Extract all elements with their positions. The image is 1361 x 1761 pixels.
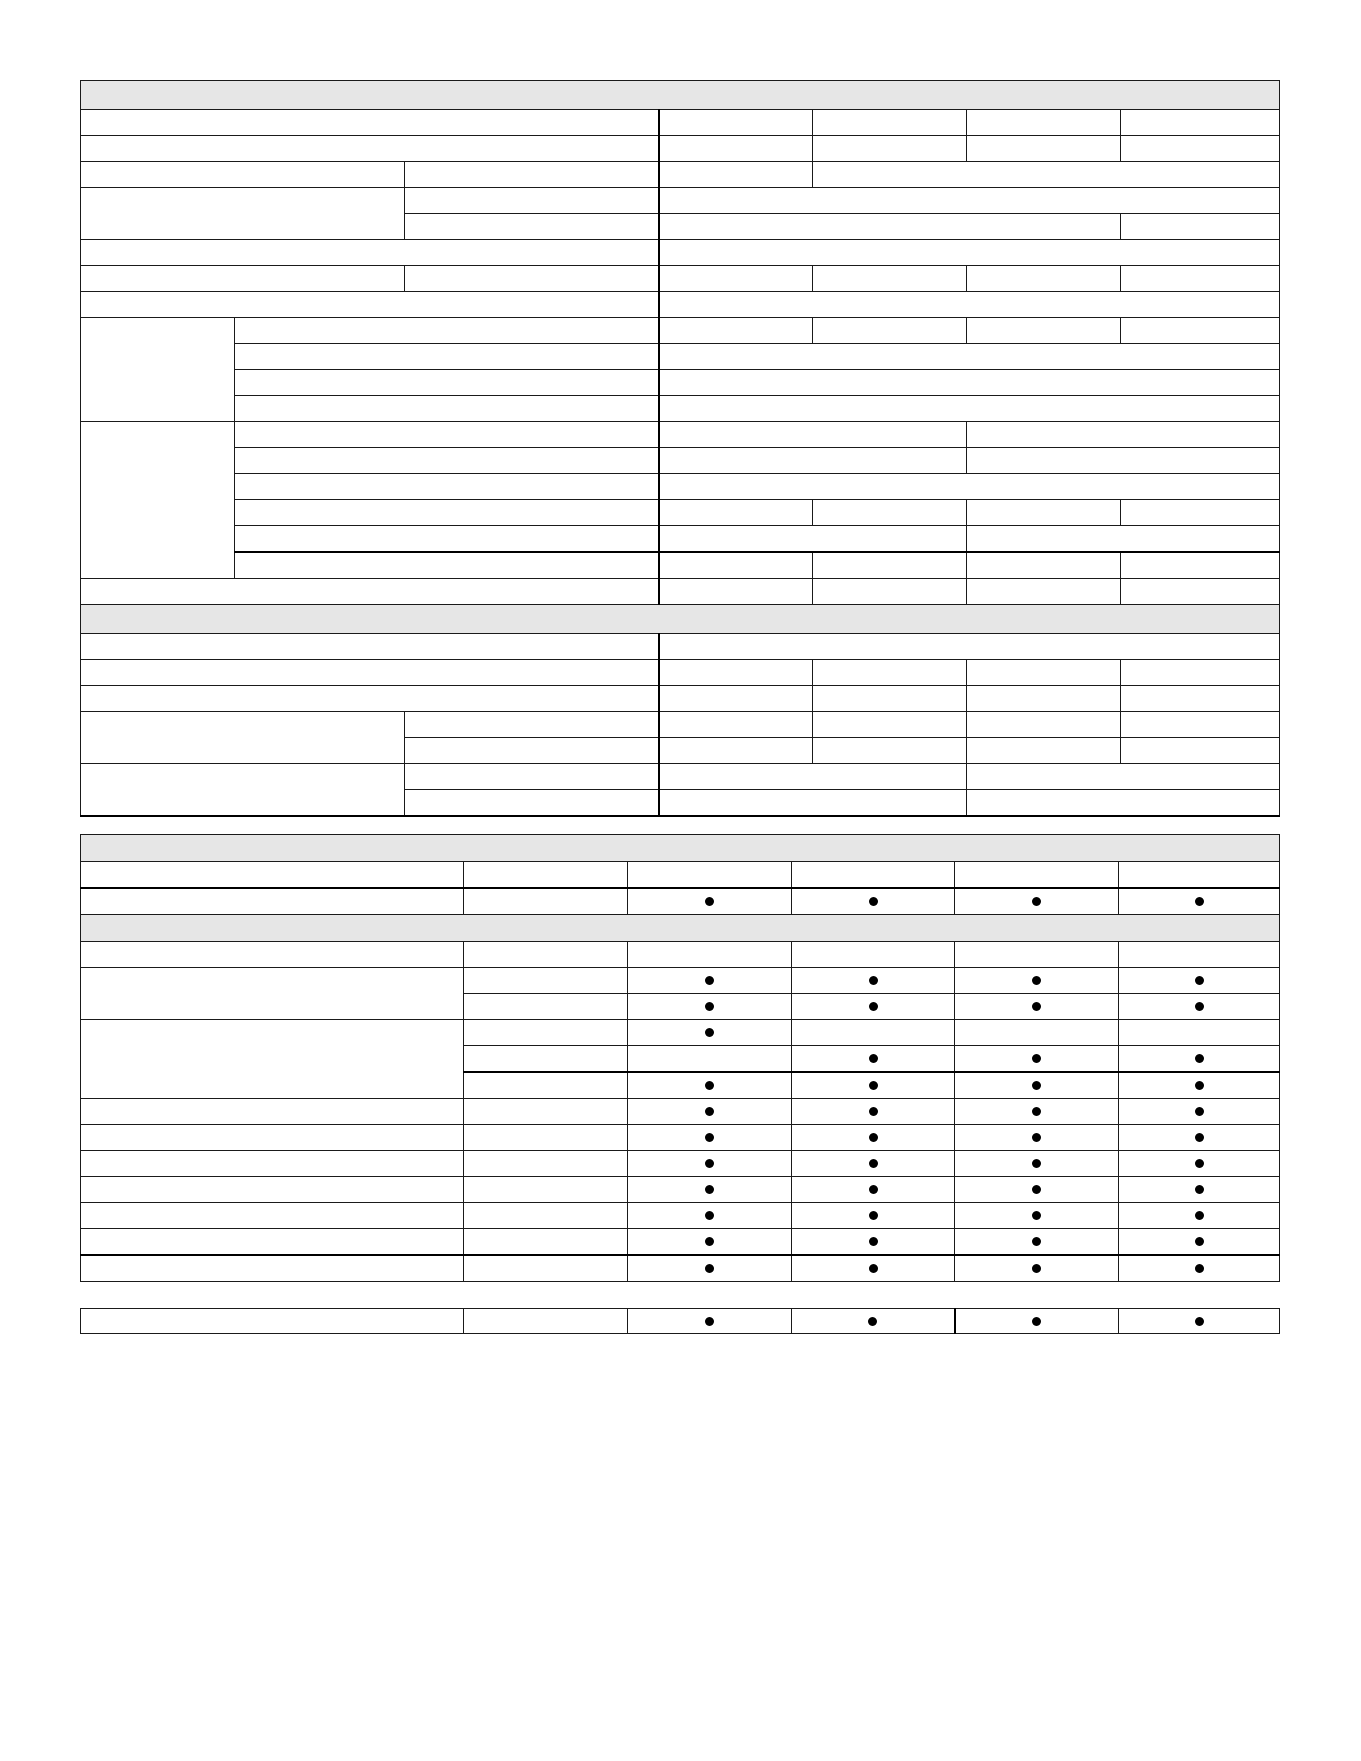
marker-cell [464, 942, 628, 968]
table-row [81, 1020, 1280, 1046]
bullet-dot-icon [869, 1081, 878, 1090]
table-row [81, 1151, 1280, 1177]
marker-cell-filled [628, 1229, 792, 1256]
marker-cell-filled [792, 968, 955, 994]
marker-cell-filled [792, 1125, 955, 1151]
bullet-dot-icon [1195, 1264, 1204, 1273]
marker-cell [464, 1151, 628, 1177]
marker-cell-filled [955, 888, 1119, 915]
marker-cell-filled [628, 1125, 792, 1151]
marker-cell-filled [792, 1072, 955, 1099]
marker-cell [792, 1020, 955, 1046]
marker-cell-filled [628, 1177, 792, 1203]
table-row [81, 474, 1280, 500]
marker-cell-filled [955, 1229, 1119, 1256]
marker-cell-filled [792, 888, 955, 915]
table-row [81, 240, 1280, 266]
marker-cell-filled [628, 968, 792, 994]
table-row [81, 344, 1280, 370]
bullet-dot-icon [1195, 1317, 1204, 1326]
bullet-dot-icon [869, 1107, 878, 1116]
bullet-dot-icon [1032, 1081, 1041, 1090]
table-row [81, 1125, 1280, 1151]
bullet-dot-icon [705, 1028, 714, 1037]
marker-cell-filled [1119, 1309, 1280, 1334]
table-row [81, 1203, 1280, 1229]
bullet-dot-icon [1195, 1159, 1204, 1168]
marker-cell [464, 1177, 628, 1203]
table-row [81, 888, 1280, 915]
marker-cell-filled [792, 1229, 955, 1256]
marker-cell-filled [628, 994, 792, 1020]
marker-cell-filled [955, 1046, 1119, 1073]
table-row [81, 318, 1280, 344]
table-row [81, 292, 1280, 318]
marker-cell [1119, 1020, 1280, 1046]
marker-cell [955, 1020, 1119, 1046]
bullet-dot-icon [705, 1264, 714, 1273]
marker-cell-filled [1119, 1177, 1280, 1203]
marker-cell [464, 1125, 628, 1151]
table-row [81, 500, 1280, 526]
table-row [81, 579, 1280, 605]
marker-cell-filled [1119, 888, 1280, 915]
marker-cell-filled [792, 1099, 955, 1125]
bullet-dot-icon [705, 1002, 714, 1011]
marker-cell-filled [1119, 968, 1280, 994]
bullet-dot-icon [869, 1211, 878, 1220]
table-row [81, 686, 1280, 712]
section-header-row [81, 835, 1280, 862]
marker-cell-filled [955, 994, 1119, 1020]
bullet-dot-icon [1032, 1264, 1041, 1273]
marker-cell [464, 968, 628, 994]
bullet-dot-icon [1195, 1107, 1204, 1116]
bullet-dot-icon [705, 1317, 714, 1326]
bullet-dot-icon [869, 1133, 878, 1142]
bullet-dot-icon [1032, 1185, 1041, 1194]
bullet-dot-icon [869, 1185, 878, 1194]
bullet-dot-icon [1195, 897, 1204, 906]
table-row [81, 110, 1280, 136]
marker-cell-filled [628, 1255, 792, 1282]
table-row [81, 448, 1280, 474]
section-header [81, 835, 1280, 862]
bullet-dot-icon [1195, 1054, 1204, 1063]
bullet-dot-icon [705, 1211, 714, 1220]
marker-cell [464, 1072, 628, 1099]
bullet-dot-icon [1195, 1081, 1204, 1090]
marker-cell-filled [955, 1125, 1119, 1151]
marker-cell [628, 942, 792, 968]
table-row [81, 968, 1280, 994]
section-header-row [81, 81, 1280, 110]
bullet-dot-icon [1032, 976, 1041, 985]
marker-cell-filled [955, 1309, 1119, 1334]
table-row [81, 712, 1280, 738]
bullet-dot-icon [1032, 1107, 1041, 1116]
marker-cell-filled [1119, 1099, 1280, 1125]
feature-table [80, 834, 1280, 1282]
marker-cell-filled [792, 1151, 955, 1177]
marker-cell [628, 1046, 792, 1073]
table-row [81, 1255, 1280, 1282]
bullet-dot-icon [705, 1185, 714, 1194]
table-row [81, 422, 1280, 448]
marker-cell-filled [955, 1099, 1119, 1125]
marker-cell-filled [955, 1072, 1119, 1099]
marker-cell [464, 1046, 628, 1073]
table-row [81, 1309, 1280, 1334]
bullet-dot-icon [1195, 1237, 1204, 1246]
table-row [81, 862, 1280, 889]
bullet-dot-icon [1032, 1237, 1041, 1246]
bullet-dot-icon [869, 976, 878, 985]
section-header-row [81, 915, 1280, 942]
table-row [81, 942, 1280, 968]
bullet-dot-icon [1195, 1002, 1204, 1011]
table-row [81, 266, 1280, 292]
marker-cell-filled [628, 888, 792, 915]
bullet-dot-icon [1032, 1317, 1041, 1326]
table-row [81, 1177, 1280, 1203]
section-header [81, 605, 1280, 634]
marker-cell-filled [792, 1046, 955, 1073]
table-row [81, 634, 1280, 660]
bullet-dot-icon [869, 1264, 878, 1273]
marker-cell-filled [628, 1309, 792, 1334]
table-row [81, 370, 1280, 396]
bullet-dot-icon [869, 1002, 878, 1011]
bullet-dot-icon [705, 976, 714, 985]
bullet-dot-icon [705, 1081, 714, 1090]
marker-cell-filled [792, 1309, 955, 1334]
marker-cell [464, 1020, 628, 1046]
marker-cell-filled [955, 1151, 1119, 1177]
table-row [81, 396, 1280, 422]
section-header [81, 81, 1280, 110]
marker-cell-filled [792, 1203, 955, 1229]
marker-cell-filled [955, 1177, 1119, 1203]
marker-cell-filled [792, 994, 955, 1020]
section-header-row [81, 605, 1280, 634]
bullet-dot-icon [869, 1237, 878, 1246]
table-row [81, 188, 1280, 214]
marker-cell-filled [628, 1203, 792, 1229]
marker-cell-filled [1119, 1046, 1280, 1073]
bullet-dot-icon [705, 1237, 714, 1246]
marker-cell [464, 1099, 628, 1125]
marker-cell-filled [792, 1177, 955, 1203]
marker-cell [464, 1229, 628, 1256]
bullet-dot-icon [1195, 1133, 1204, 1142]
bullet-dot-icon [1032, 1159, 1041, 1168]
marker-cell [464, 1255, 628, 1282]
marker-cell-filled [955, 1255, 1119, 1282]
table-row [81, 660, 1280, 686]
marker-cell-filled [1119, 1151, 1280, 1177]
marker-cell-filled [1119, 1229, 1280, 1256]
marker-cell-filled [628, 1020, 792, 1046]
marker-cell [464, 888, 628, 915]
marker-cell-filled [1119, 1125, 1280, 1151]
table-row [81, 136, 1280, 162]
bullet-dot-icon [869, 897, 878, 906]
marker-cell [955, 942, 1119, 968]
table-row [81, 1099, 1280, 1125]
specification-table [80, 80, 1280, 817]
bullet-dot-icon [1195, 1185, 1204, 1194]
marker-cell-filled [628, 1072, 792, 1099]
marker-cell-filled [1119, 1255, 1280, 1282]
table-row [81, 162, 1280, 188]
marker-cell-filled [955, 1203, 1119, 1229]
table-row [81, 552, 1280, 579]
bullet-dot-icon [1032, 897, 1041, 906]
bullet-dot-icon [705, 1133, 714, 1142]
marker-cell [464, 1203, 628, 1229]
marker-cell [792, 942, 955, 968]
bullet-dot-icon [1032, 1211, 1041, 1220]
bullet-dot-icon [1195, 976, 1204, 985]
table-row [81, 764, 1280, 790]
marker-cell-filled [1119, 994, 1280, 1020]
marker-cell-filled [955, 968, 1119, 994]
bullet-dot-icon [705, 897, 714, 906]
marker-cell-filled [792, 1255, 955, 1282]
marker-cell [464, 1309, 628, 1334]
marker-cell-filled [1119, 1072, 1280, 1099]
table-row [81, 526, 1280, 553]
bullet-dot-icon [1032, 1133, 1041, 1142]
bullet-dot-icon [1032, 1002, 1041, 1011]
bullet-dot-icon [705, 1107, 714, 1116]
marker-cell [1119, 942, 1280, 968]
table-row [81, 1229, 1280, 1256]
bullet-dot-icon [705, 1159, 714, 1168]
marker-cell-filled [628, 1099, 792, 1125]
bullet-dot-icon [1032, 1054, 1041, 1063]
marker-cell-filled [628, 1151, 792, 1177]
bullet-dot-icon [869, 1054, 878, 1063]
bullet-dot-icon [868, 1317, 877, 1326]
bullet-dot-icon [1195, 1211, 1204, 1220]
section-header [81, 915, 1280, 942]
marker-cell [464, 994, 628, 1020]
option-table [80, 1308, 1280, 1334]
bullet-dot-icon [869, 1159, 878, 1168]
marker-cell-filled [1119, 1203, 1280, 1229]
